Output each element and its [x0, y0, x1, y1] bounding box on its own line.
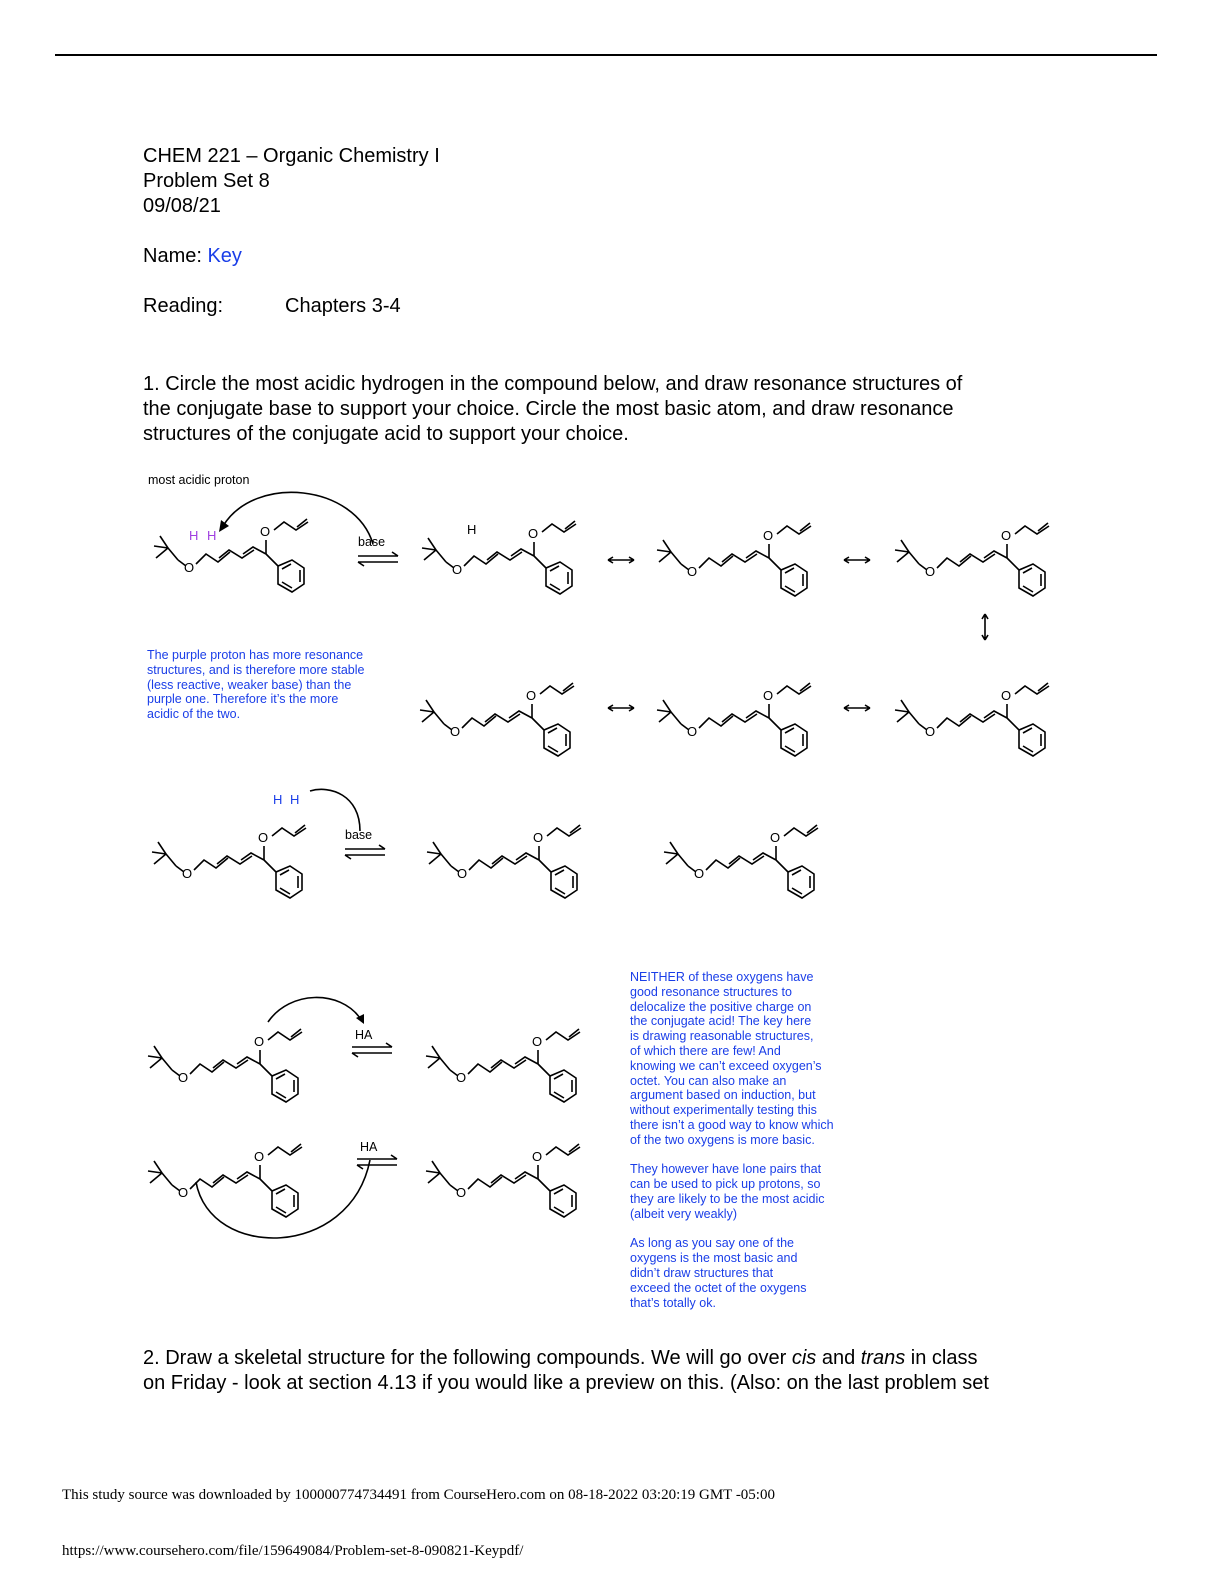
prompt-line: the conjugate base to support your choice. Circle the most basic atom, and draw resonance: [143, 398, 954, 420]
source-url[interactable]: https://www.coursehero.com/file/159649084/Problem-set-8-090821-Keypdf/: [62, 1543, 524, 1559]
note-line: purple one. Therefore it’s the more: [147, 692, 339, 707]
svg-text:H: H: [189, 528, 199, 543]
curved-arrow-acid: [260, 990, 370, 1030]
note-line: of which there are few! And: [630, 1043, 781, 1058]
name-line: [143, 244, 242, 269]
course-title: CHEM 221 – Organic Chemistry I: [143, 145, 440, 167]
note-line: the conjugate acid! The key here: [630, 1014, 812, 1029]
acid-label: HA: [355, 1028, 373, 1042]
download-notice: This study source was downloaded by 100000774734491 from CourseHero.com on 08-18-2022 03:20:19 GMT -05:00: [62, 1487, 775, 1503]
note-line: acidic of the two.: [147, 707, 241, 722]
resonance-structure-2: [655, 500, 855, 600]
text: and: [816, 1347, 861, 1369]
note-line: (albeit very weakly): [630, 1206, 737, 1221]
svg-text:H: H: [467, 522, 477, 537]
svg-text:H: H: [290, 792, 300, 807]
note-line: knowing we can’t exceed oxygen’s: [630, 1058, 822, 1073]
reading-line: [143, 294, 401, 319]
problem-set-title: Problem Set 8: [143, 170, 270, 192]
acid-label-2: HA: [360, 1140, 378, 1154]
text-cis: cis: [791, 1347, 817, 1369]
base-label: base: [358, 535, 386, 549]
conjugate-base-b: [662, 800, 862, 900]
note-line: didn’t draw structures that: [630, 1265, 774, 1280]
name-value: Key: [207, 245, 242, 267]
problem1-prompt: [143, 372, 1083, 447]
resonance-arrow-vertical: [980, 612, 990, 642]
prompt-line: structures of the conjugate acid to support your choice.: [143, 423, 629, 445]
problem2-prompt: [143, 1346, 1083, 1396]
note-line: octet. You can also make an: [630, 1073, 787, 1088]
note-line: oxygens is the most basic and: [630, 1251, 798, 1266]
note-line: exceed the octet of the oxygens: [630, 1280, 807, 1295]
note-line: can be used to pick up protons, so: [630, 1177, 821, 1192]
note-line: without experimentally testing this: [630, 1103, 817, 1118]
svg-text:H: H: [273, 792, 283, 807]
resonance-structure-1: [420, 500, 620, 600]
equilibrium-arrow-4: [355, 1155, 399, 1169]
text-trans: trans: [860, 1347, 906, 1369]
text: in class: [905, 1347, 978, 1369]
equilibrium-arrow-3: [350, 1043, 394, 1057]
date: 09/08/21: [143, 195, 221, 217]
resonance-structure-5: [655, 660, 855, 760]
prompt-line: 1. Circle the most acidic hydrogen in the compound below, and draw resonance structures of: [143, 373, 963, 395]
prompt-line: on Friday - look at section 4.13 if you would like a preview on this. (Also: on the last problem set: [143, 1372, 989, 1394]
conjugate-acid-b: [424, 1125, 624, 1225]
svg-text:H: H: [207, 528, 217, 543]
note-line: (less reactive, weaker base) than the: [147, 677, 352, 692]
top-divider: [55, 54, 1157, 56]
note-line: structures, and is therefore more stable: [147, 662, 365, 677]
basicity-note: [630, 970, 834, 1310]
note-line: NEITHER of these oxygens have: [630, 970, 814, 984]
resonance-arrow: [842, 703, 872, 713]
curved-arrow-acid-2: [190, 1180, 390, 1260]
acidity-note: [147, 648, 364, 722]
resonance-structure-4: [418, 660, 618, 760]
conjugate-acid-a: [424, 1010, 624, 1110]
note-line: is drawing reasonable structures,: [630, 1029, 814, 1044]
resonance-structure-3: [893, 500, 1093, 600]
most-acidic-label: most acidic proton: [148, 473, 250, 487]
note-line: argument based on induction, but: [630, 1088, 816, 1103]
note-line: good resonance structures to: [630, 984, 792, 999]
note-line: of the two oxygens is more basic.: [630, 1132, 815, 1147]
note-line: there isn’t a good way to know which: [630, 1117, 834, 1132]
name-label: Name:: [143, 245, 202, 267]
equilibrium-arrow: [356, 552, 400, 566]
conjugate-base-a: [425, 800, 625, 900]
reading-value: Chapters 3-4: [285, 295, 401, 317]
resonance-arrow: [606, 555, 636, 565]
note-line: As long as you say one of the: [630, 1236, 794, 1251]
note-line: They however have lone pairs that: [630, 1162, 822, 1177]
equilibrium-arrow-2: [343, 845, 387, 859]
note-line: they are likely to be the most acidic: [630, 1191, 825, 1206]
resonance-arrow: [606, 703, 636, 713]
resonance-arrow: [842, 555, 872, 565]
note-line: delocalize the positive charge on: [630, 999, 812, 1014]
note-line: The purple proton has more resonance: [147, 648, 364, 662]
reading-label: Reading:: [143, 295, 224, 317]
text: 2. Draw a skeletal structure for the following compounds. We will go over: [143, 1347, 792, 1369]
resonance-structure-6: [893, 660, 1093, 760]
prompt-line: [143, 1346, 1083, 1371]
base-label-2: base: [345, 828, 373, 842]
note-line: that’s totally ok.: [630, 1295, 716, 1310]
